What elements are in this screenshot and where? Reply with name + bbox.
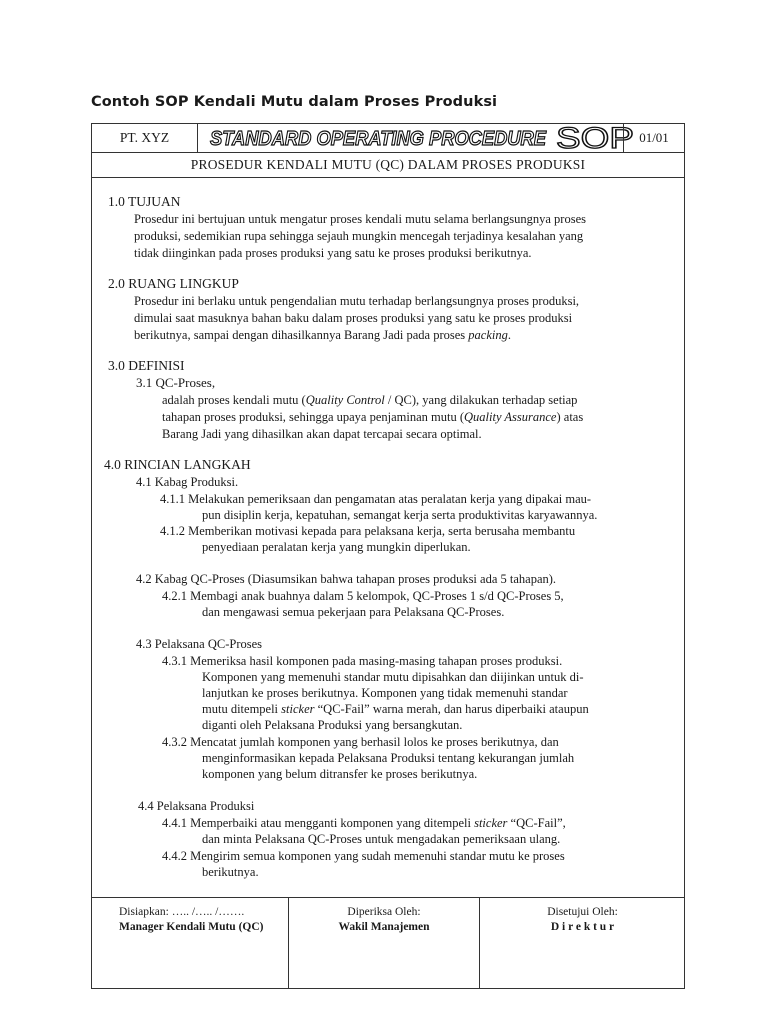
checked-label: Diperiksa Oleh: bbox=[347, 906, 421, 918]
step-line: dan mengawasi semua pekerjaan para Pelaksana QC-Proses. bbox=[202, 605, 505, 619]
page-title: Contoh SOP Kendali Mutu dalam Proses Produksi bbox=[91, 94, 498, 110]
step-line: pun disiplin kerja, kepatuhan, semangat kerja serta produktivitas karyawannya. bbox=[202, 508, 598, 522]
section-title-ruang-lingkup: 2.0 RUANG LINGKUP bbox=[108, 276, 239, 291]
checked-by-cell bbox=[289, 898, 480, 989]
doc-number: 01/01 bbox=[623, 124, 684, 152]
line-text: adalah proses kendali mutu ( bbox=[162, 393, 306, 407]
step-line: berikutnya. bbox=[202, 865, 259, 879]
sop-document bbox=[91, 123, 685, 989]
sop-logo-text: SOP bbox=[556, 125, 634, 151]
step-line: penyediaan peralatan kerja yang mungkin diperlukan. bbox=[202, 540, 471, 554]
subsection-title: 4.2 Kabag QC-Proses (Diasumsikan bahwa tahapan proses produksi ada 5 tahapan). bbox=[136, 572, 557, 586]
subsection-title: 3.1 QC-Proses, bbox=[136, 375, 216, 390]
definisi-line bbox=[162, 392, 577, 408]
sop-subtitle: PROSEDUR KENDALI MUTU (QC) DALAM PROSES PRODUKSI bbox=[92, 153, 684, 178]
banner-text: STANDARD OPERATING PROCEDURE bbox=[210, 128, 547, 150]
sop-header-row bbox=[92, 124, 684, 153]
approved-label: Disetujui Oleh: bbox=[547, 906, 618, 918]
line-text: mutu ditempeli bbox=[202, 702, 282, 716]
step-line: 4.3.2 Mencatat jumlah komponen yang berhasil lolos ke proses berikutnya, dan bbox=[162, 735, 559, 749]
step-line: 4.3.1 Memeriksa hasil komponen pada masing-masing tahapan proses produksi. bbox=[162, 654, 563, 668]
tujuan-line: tidak diinginkan pada proses produksi yang satu ke proses produksi berikutnya. bbox=[134, 246, 532, 260]
sop-banner bbox=[208, 125, 640, 151]
line-text: berikutnya, sampai dengan dihasilkannya Barang Jadi pada proses bbox=[134, 328, 469, 342]
line-text: “QC-Fail” warna merah, dan harus diperbaiki ataupun bbox=[314, 702, 589, 716]
ruang-lingkup-line: Prosedur ini berlaku untuk pengendalian mutu terhadap berlangsungnya proses produksi, bbox=[134, 294, 580, 308]
prepared-by-name: Manager Kendali Mutu (QC) bbox=[119, 921, 264, 933]
step-line bbox=[202, 701, 589, 717]
checked-by-name: Wakil Manajemen bbox=[338, 921, 430, 933]
line-text: . bbox=[507, 328, 511, 342]
subsection-title: 4.1 Kabag Produksi. bbox=[136, 475, 239, 489]
line-text: / QC), yang dilakukan terhadap setiap bbox=[384, 393, 578, 407]
step-line: Komponen yang memenuhi standar mutu dipisahkan dan diijinkan untuk di- bbox=[202, 670, 584, 684]
section-title-rincian: 4.0 RINCIAN LANGKAH bbox=[104, 457, 251, 472]
sop-banner-graphic bbox=[208, 125, 640, 151]
ruang-lingkup-line bbox=[134, 327, 511, 343]
subsection-title: 4.4 Pelaksana Produksi bbox=[138, 799, 255, 813]
line-text: “QC-Fail”, bbox=[507, 816, 566, 830]
ruang-lingkup-line: dimulai saat masuknya bahan baku dalam proses produksi yang satu ke proses produksi bbox=[134, 311, 573, 325]
italic-term: sticker bbox=[474, 816, 508, 830]
italic-term: sticker bbox=[281, 702, 315, 716]
italic-term: Quality Assurance bbox=[464, 410, 557, 424]
step-line: 4.4.2 Mengirim semua komponen yang sudah memenuhi standar mutu ke proses bbox=[162, 849, 565, 863]
prepared-by-cell bbox=[92, 898, 289, 989]
step-line: 4.2.1 Membagi anak buahnya dalam 5 kelompok, QC-Proses 1 s/d QC-Proses 5, bbox=[162, 589, 564, 603]
company-name: PT. XYZ bbox=[92, 124, 198, 152]
line-text: ) atas bbox=[556, 410, 584, 424]
prepared-label: Disiapkan: ….. /….. /……. bbox=[119, 906, 245, 918]
signature-footer bbox=[92, 897, 684, 989]
italic-term: packing bbox=[468, 328, 508, 342]
step-line: 4.1.1 Melakukan pemeriksaan dan pengamatan atas peralatan kerja yang dipakai mau- bbox=[160, 492, 592, 506]
approved-by-name: D i r e k t u r bbox=[550, 921, 615, 933]
step-line: 4.1.2 Memberikan motivasi kepada para pelaksana kerja, serta berusaha membantu bbox=[160, 524, 576, 538]
section-title-tujuan: 1.0 TUJUAN bbox=[108, 194, 181, 209]
section-title-definisi: 3.0 DEFINISI bbox=[108, 358, 185, 373]
line-text: 4.4.1 Memperbaiki atau mengganti komponen yang ditempeli bbox=[162, 816, 475, 830]
step-line: komponen yang belum ditransfer ke proses berikutnya. bbox=[202, 767, 478, 781]
step-line: lanjutkan ke proses berikutnya. Komponen yang tidak memenuhi standar bbox=[202, 686, 568, 700]
definisi-line bbox=[162, 409, 583, 425]
step-line: diganti oleh Pelaksana Produksi yang bersangkutan. bbox=[202, 718, 463, 732]
step-line: dan minta Pelaksana QC-Proses untuk mengadakan pemeriksaan ulang. bbox=[202, 832, 561, 846]
step-line bbox=[162, 815, 566, 831]
tujuan-line: Prosedur ini bertujuan untuk mengatur proses kendali mutu selama berlangsungnya proses bbox=[134, 212, 586, 226]
step-line: menginformasikan kepada Pelaksana Produksi tentang kekurangan jumlah bbox=[202, 751, 575, 765]
approved-by-cell bbox=[480, 898, 685, 989]
subsection-title: 4.3 Pelaksana QC-Proses bbox=[136, 637, 263, 651]
italic-term: Quality Control bbox=[305, 393, 385, 407]
line-text: tahapan proses produksi, sehingga upaya penjaminan mutu ( bbox=[162, 410, 465, 424]
definisi-line: Barang Jadi yang dihasilkan akan dapat tercapai secara optimal. bbox=[162, 427, 482, 441]
tujuan-line: produksi, sedemikian rupa sehingga sejauh mungkin mencegah terjadinya kesalahan yang bbox=[134, 229, 584, 243]
